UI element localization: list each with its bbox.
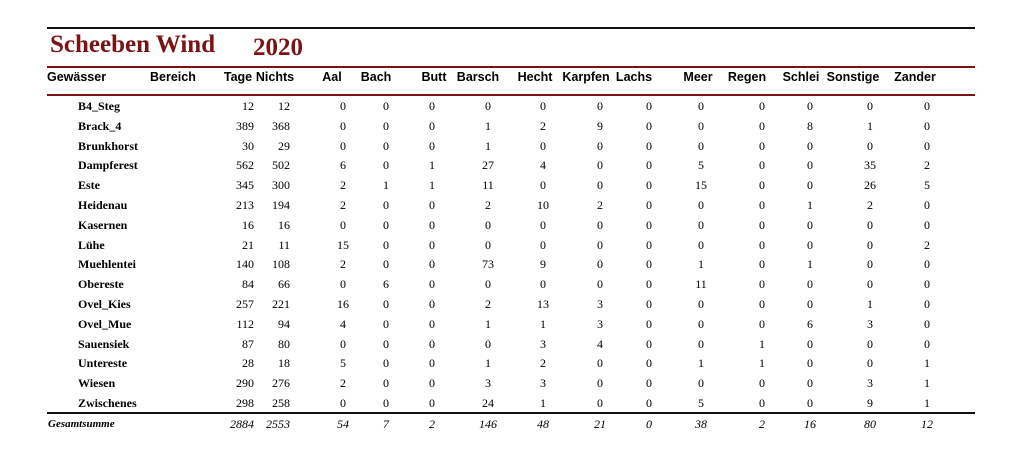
cell-butt: 0 bbox=[429, 237, 435, 252]
row-name: Heidenau bbox=[78, 198, 128, 212]
column-header-aal: Aal bbox=[322, 70, 342, 84]
cell-hecht: 10 bbox=[537, 198, 549, 212]
cell-hecht: 0 bbox=[540, 178, 546, 193]
cell-karpfen: 9 bbox=[597, 118, 603, 133]
cell-lachs: 0 bbox=[646, 376, 652, 391]
cell-nichts: 16 bbox=[278, 217, 290, 232]
column-header-barsch: Barsch bbox=[456, 70, 500, 84]
row-name: Dampferest bbox=[78, 158, 138, 173]
cell-meer: 5 bbox=[698, 158, 704, 173]
title-text: Scheeben Wind bbox=[50, 31, 216, 58]
cell-lachs: 0 bbox=[646, 118, 652, 133]
cell-bach: 0 bbox=[383, 158, 389, 173]
cell-zander: 0 bbox=[924, 217, 930, 232]
cell-lachs: 0 bbox=[646, 178, 652, 193]
cell-tage: 84 bbox=[242, 277, 254, 292]
cell-aal: 2 bbox=[340, 178, 346, 193]
cell-butt: 0 bbox=[429, 118, 435, 133]
cell-hecht: 0 bbox=[540, 277, 546, 292]
total-zander: 12 bbox=[921, 417, 933, 431]
cell-zander: 2 bbox=[924, 237, 930, 252]
cell-nichts: 108 bbox=[272, 257, 290, 272]
cell-tage: 257 bbox=[236, 297, 254, 311]
column-header-zander: Zander bbox=[894, 70, 936, 84]
cell-sonstige: 0 bbox=[867, 138, 873, 153]
report-title bbox=[50, 30, 303, 61]
cell-regen: 0 bbox=[759, 198, 765, 212]
cell-nichts: 300 bbox=[272, 178, 290, 193]
cell-barsch: 0 bbox=[485, 217, 491, 232]
cell-barsch: 27 bbox=[482, 158, 494, 173]
row-name: Brack_4 bbox=[78, 118, 122, 133]
cell-bach: 0 bbox=[383, 376, 389, 391]
cell-sonstige: 0 bbox=[867, 217, 873, 232]
cell-tage: 12 bbox=[242, 99, 254, 113]
cell-schlei: 0 bbox=[807, 138, 813, 153]
cell-aal: 0 bbox=[340, 118, 346, 133]
table-row bbox=[0, 116, 1024, 136]
cell-sonstige: 3 bbox=[867, 376, 873, 391]
row-name: Zwischenes bbox=[78, 396, 137, 410]
cell-tage: 87 bbox=[242, 336, 254, 351]
cell-karpfen: 0 bbox=[597, 237, 603, 252]
cell-karpfen: 0 bbox=[597, 178, 603, 193]
cell-meer: 0 bbox=[698, 217, 704, 232]
cell-lachs: 0 bbox=[646, 336, 652, 351]
cell-regen: 0 bbox=[759, 277, 765, 292]
column-header-gewaesser: Gewässer bbox=[47, 70, 107, 84]
cell-lachs: 0 bbox=[646, 396, 652, 410]
cell-schlei: 0 bbox=[807, 158, 813, 173]
cell-bach: 1 bbox=[383, 178, 389, 193]
cell-karpfen: 4 bbox=[597, 336, 603, 351]
cell-nichts: 11 bbox=[278, 237, 290, 252]
cell-karpfen: 0 bbox=[597, 138, 603, 153]
row-name: Ovel_Kies bbox=[78, 297, 131, 311]
cell-bach: 0 bbox=[383, 356, 389, 371]
cell-schlei: 1 bbox=[807, 198, 813, 212]
cell-zander: 0 bbox=[924, 138, 930, 153]
cell-sonstige: 1 bbox=[867, 118, 873, 133]
cell-zander: 0 bbox=[924, 336, 930, 351]
column-header-hecht: Hecht bbox=[517, 70, 553, 84]
cell-sonstige: 9 bbox=[867, 396, 873, 410]
table-row bbox=[0, 314, 1024, 334]
cell-barsch: 0 bbox=[485, 277, 491, 292]
cell-barsch: 0 bbox=[485, 237, 491, 252]
table-row bbox=[0, 235, 1024, 255]
cell-bach: 0 bbox=[383, 99, 389, 113]
total-sonstige: 80 bbox=[864, 417, 876, 431]
cell-aal: 16 bbox=[337, 297, 349, 311]
cell-schlei: 0 bbox=[807, 217, 813, 232]
cell-nichts: 258 bbox=[272, 396, 290, 410]
cell-karpfen: 0 bbox=[597, 396, 603, 410]
cell-bach: 0 bbox=[383, 198, 389, 212]
cell-barsch: 1 bbox=[485, 118, 491, 133]
cell-meer: 0 bbox=[698, 99, 704, 113]
cell-barsch: 0 bbox=[485, 336, 491, 351]
cell-zander: 0 bbox=[924, 99, 930, 113]
cell-meer: 0 bbox=[698, 118, 704, 133]
total-hecht: 48 bbox=[537, 417, 549, 431]
table-row bbox=[0, 215, 1024, 235]
column-header-bach: Bach bbox=[360, 70, 392, 84]
cell-regen: 0 bbox=[759, 257, 765, 272]
cell-nichts: 94 bbox=[278, 316, 290, 331]
cell-bach: 0 bbox=[383, 316, 389, 331]
cell-butt: 0 bbox=[429, 277, 435, 292]
cell-karpfen: 0 bbox=[597, 277, 603, 292]
cell-regen: 0 bbox=[759, 376, 765, 391]
row-name: Brunkhorst bbox=[78, 138, 139, 153]
cell-schlei: 8 bbox=[807, 118, 813, 133]
cell-butt: 0 bbox=[429, 336, 435, 351]
cell-lachs: 0 bbox=[646, 356, 652, 371]
cell-bach: 0 bbox=[383, 257, 389, 272]
table-row bbox=[0, 195, 1024, 215]
cell-karpfen: 0 bbox=[597, 376, 603, 391]
cell-zander: 1 bbox=[924, 396, 930, 410]
cell-lachs: 0 bbox=[646, 257, 652, 272]
cell-aal: 0 bbox=[340, 277, 346, 292]
cell-butt: 0 bbox=[429, 376, 435, 391]
column-header-bereich: Bereich bbox=[150, 70, 196, 84]
top-rule bbox=[47, 27, 975, 29]
cell-meer: 0 bbox=[698, 316, 704, 331]
cell-tage: 30 bbox=[242, 138, 254, 153]
cell-barsch: 0 bbox=[485, 99, 491, 113]
cell-bach: 6 bbox=[383, 277, 389, 292]
cell-schlei: 0 bbox=[807, 376, 813, 391]
cell-regen: 0 bbox=[759, 178, 765, 193]
cell-barsch: 11 bbox=[482, 178, 494, 193]
cell-regen: 1 bbox=[759, 356, 765, 371]
cell-zander: 0 bbox=[924, 297, 930, 311]
cell-barsch: 1 bbox=[485, 356, 491, 371]
column-header-lachs: Lachs bbox=[615, 70, 653, 84]
cell-lachs: 0 bbox=[646, 99, 652, 113]
row-name: Wiesen bbox=[78, 376, 116, 391]
cell-aal: 2 bbox=[340, 257, 346, 272]
cell-bach: 0 bbox=[383, 118, 389, 133]
cell-meer: 5 bbox=[698, 396, 704, 410]
cell-tage: 290 bbox=[236, 376, 254, 391]
cell-nichts: 368 bbox=[272, 118, 290, 133]
cell-aal: 5 bbox=[340, 356, 346, 371]
cell-lachs: 0 bbox=[646, 297, 652, 311]
cell-tage: 213 bbox=[236, 198, 254, 212]
row-name: Este bbox=[78, 178, 100, 193]
row-name: Ovel_Mue bbox=[78, 316, 132, 331]
cell-meer: 1 bbox=[698, 257, 704, 272]
cell-zander: 0 bbox=[924, 198, 930, 212]
cell-hecht: 0 bbox=[540, 237, 546, 252]
cell-meer: 11 bbox=[695, 277, 707, 292]
column-header-butt: Butt bbox=[421, 70, 447, 84]
cell-barsch: 73 bbox=[482, 257, 494, 272]
row-name: Kasernen bbox=[78, 217, 128, 232]
cell-schlei: 0 bbox=[807, 99, 813, 113]
column-header-karpfen: Karpfen bbox=[562, 70, 610, 84]
cell-aal: 0 bbox=[340, 396, 346, 410]
cell-karpfen: 3 bbox=[597, 297, 603, 311]
cell-butt: 0 bbox=[429, 396, 435, 410]
cell-regen: 0 bbox=[759, 217, 765, 232]
cell-meer: 0 bbox=[698, 198, 704, 212]
report-year: 2020 bbox=[253, 34, 303, 61]
cell-nichts: 276 bbox=[272, 376, 290, 391]
cell-regen: 0 bbox=[759, 297, 765, 311]
cell-tage: 112 bbox=[236, 316, 254, 331]
cell-bach: 0 bbox=[383, 138, 389, 153]
cell-butt: 0 bbox=[429, 356, 435, 371]
total-barsch: 146 bbox=[479, 417, 497, 431]
cell-hecht: 13 bbox=[537, 297, 549, 311]
cell-butt: 0 bbox=[429, 297, 435, 311]
cell-schlei: 6 bbox=[807, 316, 813, 331]
cell-sonstige: 0 bbox=[867, 257, 873, 272]
cell-tage: 389 bbox=[236, 118, 254, 133]
cell-tage: 298 bbox=[236, 396, 254, 410]
cell-karpfen: 3 bbox=[597, 316, 603, 331]
cell-zander: 1 bbox=[924, 356, 930, 371]
cell-karpfen: 2 bbox=[597, 198, 603, 212]
cell-zander: 0 bbox=[924, 118, 930, 133]
table-row bbox=[0, 373, 1024, 393]
cell-meer: 0 bbox=[698, 376, 704, 391]
cell-tage: 21 bbox=[242, 237, 254, 252]
cell-barsch: 24 bbox=[482, 396, 494, 410]
totals-label: Gesamtsumme bbox=[48, 418, 115, 430]
cell-butt: 1 bbox=[429, 178, 435, 193]
table-row bbox=[0, 274, 1024, 294]
cell-sonstige: 3 bbox=[867, 316, 873, 331]
cell-lachs: 0 bbox=[646, 316, 652, 331]
row-name: Obereste bbox=[78, 277, 124, 292]
cell-regen: 1 bbox=[759, 336, 765, 351]
cell-lachs: 0 bbox=[646, 158, 652, 173]
cell-sonstige: 0 bbox=[867, 99, 873, 113]
cell-hecht: 0 bbox=[540, 138, 546, 153]
cell-sonstige: 0 bbox=[867, 356, 873, 371]
cell-sonstige: 1 bbox=[867, 297, 873, 311]
cell-butt: 0 bbox=[429, 217, 435, 232]
cell-bach: 0 bbox=[383, 217, 389, 232]
cell-zander: 2 bbox=[924, 158, 930, 173]
row-name: Lühe bbox=[78, 237, 105, 252]
table-row bbox=[0, 353, 1024, 373]
cell-lachs: 0 bbox=[646, 277, 652, 292]
column-header-nichts: Nichts bbox=[255, 70, 295, 84]
cell-lachs: 0 bbox=[646, 198, 652, 212]
cell-meer: 0 bbox=[698, 138, 704, 153]
row-name: B4_Steg bbox=[78, 99, 120, 113]
cell-barsch: 1 bbox=[485, 138, 491, 153]
cell-butt: 0 bbox=[429, 198, 435, 212]
cell-hecht: 3 bbox=[540, 336, 546, 351]
totals-row bbox=[0, 414, 1024, 434]
cell-karpfen: 0 bbox=[597, 217, 603, 232]
cell-regen: 0 bbox=[759, 138, 765, 153]
column-header-sonstige: Sonstige bbox=[826, 70, 880, 84]
cell-tage: 28 bbox=[242, 356, 254, 371]
cell-meer: 0 bbox=[698, 237, 704, 252]
cell-zander: 0 bbox=[924, 316, 930, 331]
cell-aal: 6 bbox=[340, 158, 346, 173]
cell-tage: 140 bbox=[236, 257, 254, 272]
cell-nichts: 12 bbox=[278, 99, 290, 113]
cell-schlei: 0 bbox=[807, 277, 813, 292]
cell-regen: 0 bbox=[759, 237, 765, 252]
cell-regen: 0 bbox=[759, 118, 765, 133]
cell-butt: 0 bbox=[429, 99, 435, 113]
cell-lachs: 0 bbox=[646, 138, 652, 153]
cell-schlei: 0 bbox=[807, 178, 813, 193]
cell-aal: 0 bbox=[340, 217, 346, 232]
column-header-tage: Tage bbox=[223, 70, 253, 84]
cell-bach: 0 bbox=[383, 237, 389, 252]
cell-bach: 0 bbox=[383, 336, 389, 351]
table-row bbox=[0, 334, 1024, 354]
total-aal: 54 bbox=[337, 417, 349, 431]
total-schlei: 16 bbox=[804, 417, 816, 431]
cell-aal: 2 bbox=[340, 376, 346, 391]
cell-tage: 562 bbox=[236, 158, 254, 173]
cell-aal: 0 bbox=[340, 99, 346, 113]
cell-sonstige: 0 bbox=[867, 277, 873, 292]
cell-butt: 1 bbox=[429, 158, 435, 173]
cell-schlei: 0 bbox=[807, 396, 813, 410]
cell-sonstige: 0 bbox=[867, 336, 873, 351]
cell-meer: 1 bbox=[698, 356, 704, 371]
cell-nichts: 66 bbox=[278, 277, 290, 292]
cell-butt: 0 bbox=[429, 316, 435, 331]
table-row bbox=[0, 393, 1024, 413]
column-header-meer: Meer bbox=[683, 70, 713, 84]
table-row bbox=[0, 96, 1024, 116]
cell-nichts: 18 bbox=[278, 356, 290, 371]
cell-zander: 0 bbox=[924, 257, 930, 272]
cell-zander: 1 bbox=[924, 376, 930, 391]
cell-lachs: 0 bbox=[646, 237, 652, 252]
total-karpfen: 21 bbox=[594, 417, 606, 431]
cell-barsch: 2 bbox=[485, 297, 491, 311]
table-row bbox=[0, 175, 1024, 195]
total-regen: 2 bbox=[759, 417, 765, 431]
cell-sonstige: 26 bbox=[864, 178, 876, 193]
cell-hecht: 0 bbox=[540, 99, 546, 113]
column-header-regen: Regen bbox=[727, 70, 767, 84]
cell-zander: 0 bbox=[924, 277, 930, 292]
cell-sonstige: 0 bbox=[867, 237, 873, 252]
cell-hecht: 3 bbox=[540, 376, 546, 391]
row-name: Untereste bbox=[78, 356, 128, 371]
cell-barsch: 1 bbox=[485, 316, 491, 331]
cell-aal: 2 bbox=[340, 198, 346, 212]
cell-schlei: 1 bbox=[807, 257, 813, 272]
cell-sonstige: 35 bbox=[864, 158, 876, 173]
cell-sonstige: 2 bbox=[867, 198, 873, 212]
cell-barsch: 2 bbox=[485, 198, 491, 212]
row-name: Muehlentei bbox=[78, 257, 136, 272]
cell-hecht: 1 bbox=[540, 396, 546, 410]
total-nichts: 2553 bbox=[266, 417, 290, 431]
table-row bbox=[0, 254, 1024, 274]
cell-butt: 0 bbox=[429, 257, 435, 272]
cell-nichts: 221 bbox=[272, 297, 290, 311]
total-bach: 7 bbox=[383, 417, 389, 431]
cell-hecht: 2 bbox=[540, 118, 546, 133]
cell-bach: 0 bbox=[383, 396, 389, 410]
cell-schlei: 0 bbox=[807, 336, 813, 351]
cell-nichts: 502 bbox=[272, 158, 290, 173]
table-row bbox=[0, 294, 1024, 314]
cell-bach: 0 bbox=[383, 297, 389, 311]
cell-aal: 0 bbox=[340, 336, 346, 351]
cell-schlei: 0 bbox=[807, 297, 813, 311]
cell-hecht: 9 bbox=[540, 257, 546, 272]
cell-butt: 0 bbox=[429, 138, 435, 153]
total-lachs: 0 bbox=[646, 417, 652, 431]
total-butt: 2 bbox=[429, 417, 435, 431]
cell-hecht: 4 bbox=[540, 158, 546, 173]
cell-nichts: 80 bbox=[278, 336, 290, 351]
cell-karpfen: 0 bbox=[597, 158, 603, 173]
cell-zander: 5 bbox=[924, 178, 930, 193]
cell-tage: 16 bbox=[242, 217, 254, 232]
cell-aal: 4 bbox=[340, 316, 346, 331]
cell-aal: 15 bbox=[337, 237, 349, 252]
table-row bbox=[0, 136, 1024, 156]
cell-karpfen: 0 bbox=[597, 356, 603, 371]
cell-nichts: 194 bbox=[272, 198, 290, 212]
total-tage: 2884 bbox=[230, 417, 254, 431]
cell-nichts: 29 bbox=[278, 138, 290, 153]
cell-regen: 0 bbox=[759, 99, 765, 113]
column-header-schlei: Schlei bbox=[782, 70, 820, 84]
cell-karpfen: 0 bbox=[597, 257, 603, 272]
row-name: Sauensiek bbox=[78, 336, 130, 351]
cell-karpfen: 0 bbox=[597, 99, 603, 113]
cell-aal: 0 bbox=[340, 138, 346, 153]
cell-meer: 0 bbox=[698, 336, 704, 351]
table-row bbox=[0, 155, 1024, 175]
total-meer: 38 bbox=[695, 417, 707, 431]
cell-schlei: 0 bbox=[807, 237, 813, 252]
cell-meer: 15 bbox=[695, 178, 707, 193]
cell-hecht: 1 bbox=[540, 316, 546, 331]
cell-lachs: 0 bbox=[646, 217, 652, 232]
cell-hecht: 0 bbox=[540, 217, 546, 232]
cell-regen: 0 bbox=[759, 396, 765, 410]
cell-barsch: 3 bbox=[485, 376, 491, 391]
cell-regen: 0 bbox=[759, 316, 765, 331]
cell-hecht: 2 bbox=[540, 356, 546, 371]
cell-regen: 0 bbox=[759, 158, 765, 173]
cell-tage: 345 bbox=[236, 178, 254, 193]
cell-schlei: 0 bbox=[807, 356, 813, 371]
cell-meer: 0 bbox=[698, 297, 704, 311]
